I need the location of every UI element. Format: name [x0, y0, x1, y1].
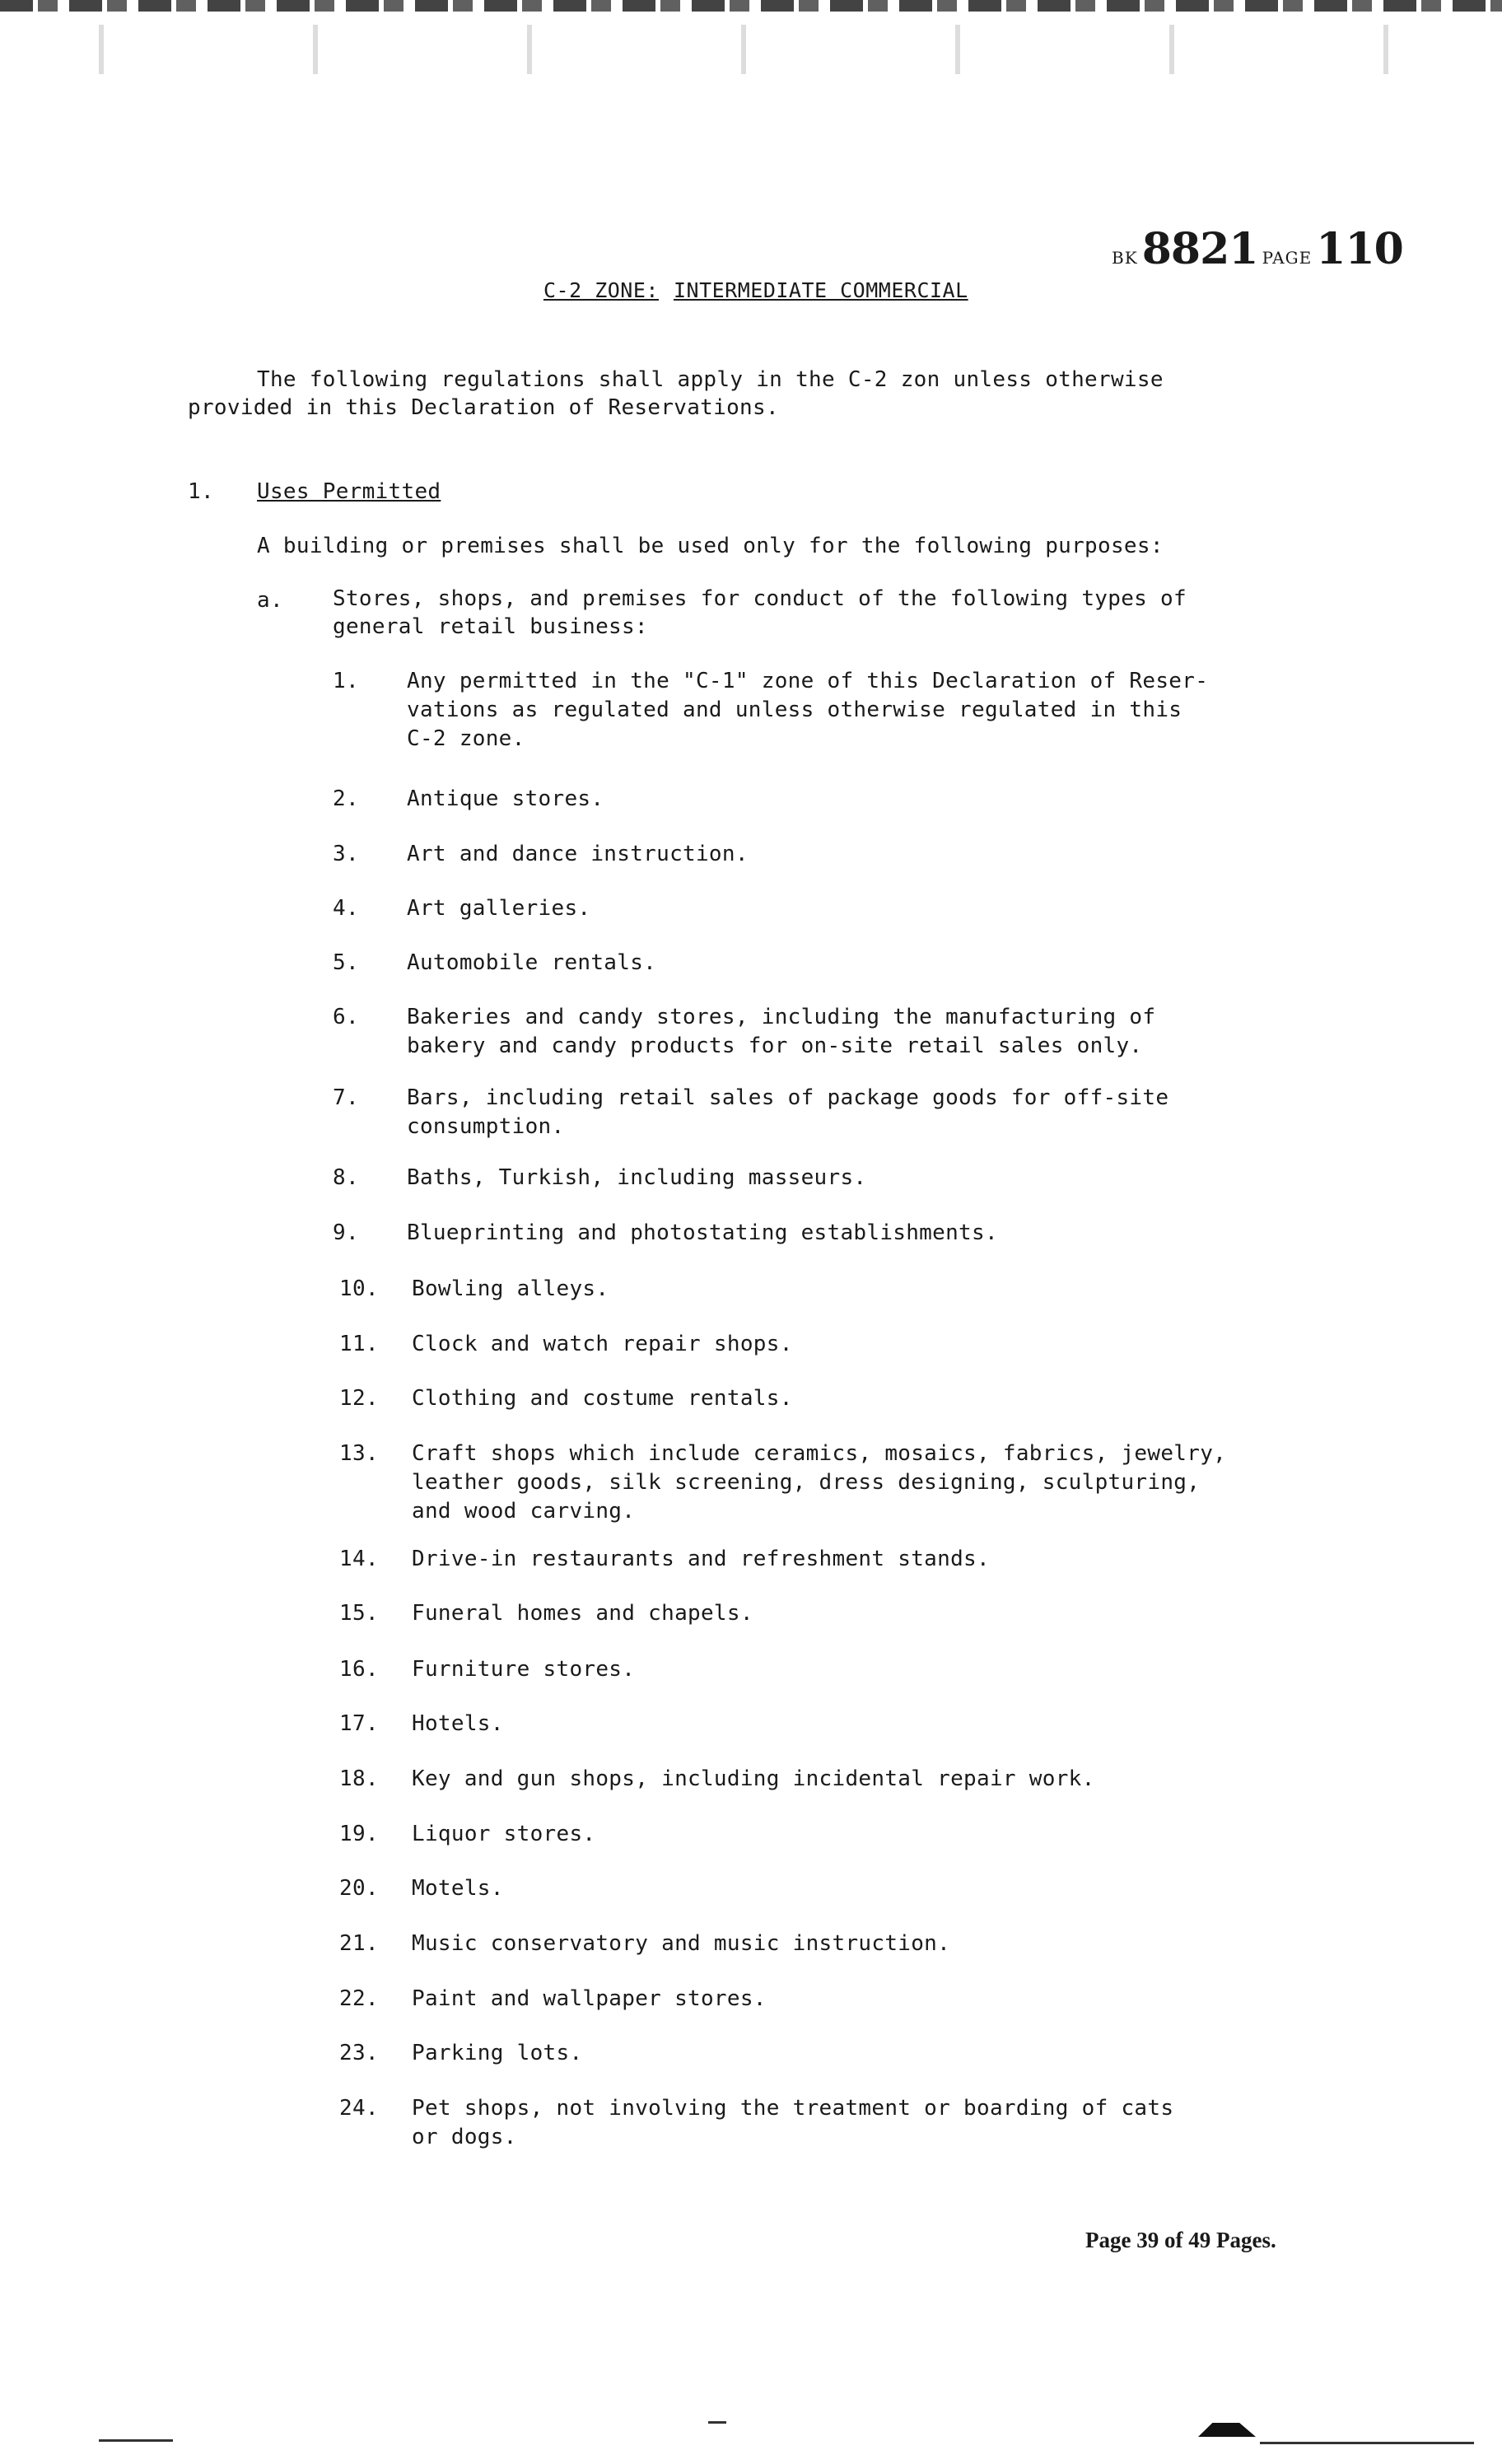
- list-item-text: C-2 zone.: [407, 726, 525, 751]
- list-item-text: Drive-in restaurants and refreshment stands.: [412, 1547, 990, 1571]
- list-item-text: Clothing and costume rentals.: [412, 1386, 793, 1411]
- scan-mark: [1198, 2417, 1256, 2437]
- subsection-letter: a.: [257, 588, 283, 613]
- list-item-text: and wood carving.: [412, 1499, 636, 1524]
- section-number: 1.: [188, 479, 214, 504]
- list-item-text: Furniture stores.: [412, 1657, 636, 1682]
- list-item-text: Clock and watch repair shops.: [412, 1332, 793, 1356]
- list-item-number: 6.: [333, 1005, 359, 1029]
- list-item-text: Antique stores.: [407, 786, 604, 811]
- list-item-text: leather goods, silk screening, dress designing, sculpturing,: [412, 1470, 1201, 1495]
- scan-dash: [708, 2421, 726, 2424]
- intro-line-2: provided in this Declaration of Reservations.: [188, 395, 779, 420]
- list-item-text: Art galleries.: [407, 896, 591, 921]
- subsection-line-1: Stores, shops, and premises for conduct of the following types of: [333, 586, 1187, 611]
- scan-dash: [99, 2439, 173, 2442]
- list-item-text: Paint and wallpaper stores.: [412, 1986, 767, 2011]
- list-item-number: 16.: [339, 1657, 379, 1682]
- list-item-text: Blueprinting and photostating establishments.: [407, 1220, 998, 1245]
- list-item-text: Parking lots.: [412, 2041, 583, 2065]
- section-lead: A building or premises shall be used only for the following purposes:: [257, 534, 1164, 558]
- page-label: PAGE: [1262, 248, 1313, 268]
- list-item-number: 13.: [339, 1441, 379, 1466]
- list-item-number: 14.: [339, 1547, 379, 1571]
- list-item-number: 18.: [339, 1766, 379, 1791]
- list-item-number: 2.: [333, 786, 359, 811]
- page-footer: Page 39 of 49 Pages.: [1085, 2228, 1276, 2252]
- list-item-number: 4.: [333, 896, 359, 921]
- list-item-text: Art and dance instruction.: [407, 842, 749, 866]
- list-item-number: 24.: [339, 2096, 379, 2121]
- list-item-number: 8.: [333, 1165, 359, 1190]
- list-item-number: 10.: [339, 1276, 379, 1301]
- list-item-text: Music conservatory and music instruction.: [412, 1931, 951, 1956]
- list-item-number: 5.: [333, 950, 359, 975]
- list-item-number: 19.: [339, 1822, 379, 1846]
- list-item-text: vations as regulated and unless otherwise regulated in this: [407, 698, 1182, 722]
- subsection-line-2: general retail business:: [333, 614, 648, 639]
- list-item-text: or dogs.: [412, 2125, 517, 2149]
- list-item-number: 23.: [339, 2041, 379, 2065]
- list-item-number: 21.: [339, 1931, 379, 1956]
- list-item-number: 12.: [339, 1386, 379, 1411]
- book-label: BK: [1112, 248, 1138, 268]
- list-item-number: 3.: [333, 842, 359, 866]
- list-item-text: Automobile rentals.: [407, 950, 657, 975]
- book-page-stamp: [1112, 224, 1403, 274]
- list-item-text: Baths, Turkish, including masseurs.: [407, 1165, 867, 1190]
- list-item-number: 9.: [333, 1220, 359, 1245]
- list-item-text: Bowling alleys.: [412, 1276, 609, 1301]
- scan-dash: [1260, 2442, 1474, 2444]
- intro-line-1: The following regulations shall apply in the C-2 zon unless otherwise: [257, 367, 1164, 392]
- list-item-number: 1.: [333, 669, 359, 693]
- list-item-text: Any permitted in the "C-1" zone of this Declaration of Reser-: [407, 669, 1209, 693]
- list-item-text: Craft shops which include ceramics, mosaics, fabrics, jewelry,: [412, 1441, 1227, 1466]
- list-item-text: Hotels.: [412, 1711, 504, 1736]
- zone-label: C-2 ZONE:: [543, 278, 659, 302]
- zone-name: INTERMEDIATE COMMERCIAL: [673, 278, 968, 302]
- document-title: [543, 278, 968, 302]
- list-item-number: 20.: [339, 1876, 379, 1901]
- scan-edge-artifact: [0, 0, 1502, 12]
- list-item-number: 7.: [333, 1085, 359, 1110]
- list-item-text: Liquor stores.: [412, 1822, 596, 1846]
- list-item-number: 17.: [339, 1711, 379, 1736]
- list-item-text: Key and gun shops, including incidental repair work.: [412, 1766, 1095, 1791]
- list-item-number: 22.: [339, 1986, 379, 2011]
- list-item-text: Bakeries and candy stores, including the manufacturing of: [407, 1005, 1156, 1029]
- list-item-number: 15.: [339, 1601, 379, 1626]
- page-number: 110: [1316, 224, 1403, 274]
- list-item-text: Pet shops, not involving the treatment or boarding of cats: [412, 2096, 1174, 2121]
- list-item-text: consumption.: [407, 1114, 565, 1139]
- book-number: 8821: [1141, 224, 1258, 274]
- list-item-number: 11.: [339, 1332, 379, 1356]
- list-item-text: Funeral homes and chapels.: [412, 1601, 753, 1626]
- list-item-text: bakery and candy products for on-site retail sales only.: [407, 1034, 1143, 1058]
- scan-noise: [0, 25, 1502, 74]
- list-item-text: Bars, including retail sales of package goods for off-site: [407, 1085, 1169, 1110]
- section-heading: Uses Permitted: [257, 479, 441, 504]
- list-item-text: Motels.: [412, 1876, 504, 1901]
